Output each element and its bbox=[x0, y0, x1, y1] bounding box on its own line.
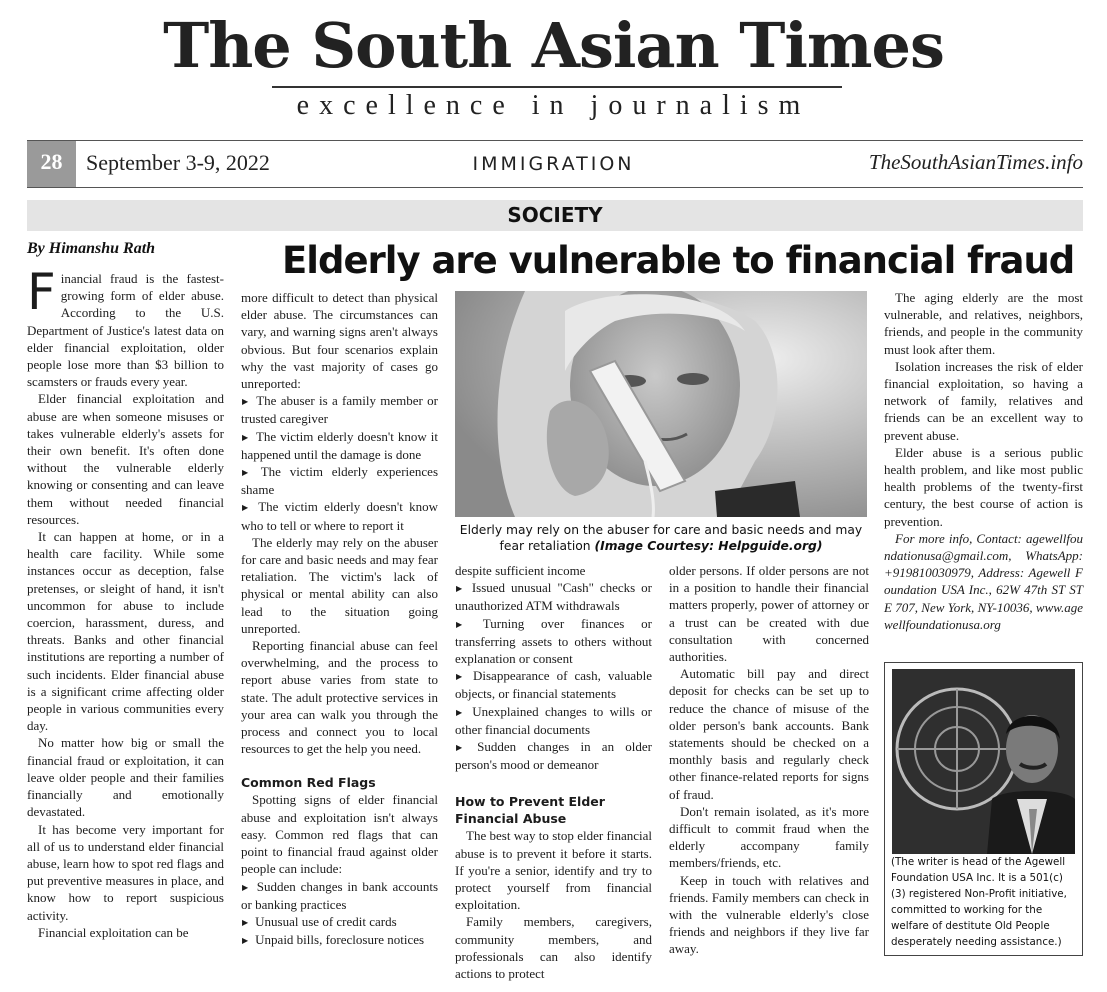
triangle-right-icon: ▶ bbox=[456, 619, 476, 629]
author-note: (The writer is head of the Agewell Foundation USA Inc. It is a 501(c)(3) registered Non-Profit initiative, committed to working for the welfare of destitute Old People desperately needing assistance.) bbox=[891, 856, 1067, 948]
article-column-2 bbox=[241, 289, 438, 949]
triangle-right-icon: ▶ bbox=[242, 397, 250, 407]
list-item: ▶ Unexplained changes to wills or other financial documents bbox=[455, 703, 652, 737]
triangle-right-icon: ▶ bbox=[242, 917, 249, 927]
paragraph: Elder financial exploitation and abuse are when someone misuses or takes vulnerable elderly's assets for their own benefit. It's often done without the vulnerable elderly knowing or consenting and can leave them without needed financial resources. bbox=[27, 391, 224, 527]
paragraph: Financial exploitation can be bbox=[38, 924, 189, 940]
paragraph: Isolation increases the risk of elder financial exploitation, so having a network of family, relatives and friends can be an excellent way to prevent abuse. bbox=[884, 358, 1083, 443]
paragraph: more difficult to detect than physical elder abuse. The circumstances can vary, and warning signs aren't always obvious. But four scenarios explain why the vast majority of cases go unreported: bbox=[241, 290, 438, 392]
triangle-right-icon: ▶ bbox=[242, 936, 249, 946]
triangle-right-icon: ▶ bbox=[242, 503, 252, 513]
paragraph: Spotting signs of elder financial abuse and exploitation isn't always easy. Common red flags that can point to financial fraud against older people can include: bbox=[241, 792, 438, 877]
list-item: ▶ Disappearance of cash, valuable objects, or financial statements bbox=[455, 668, 652, 702]
issue-date: September 3-9, 2022 bbox=[86, 150, 270, 175]
subheading-prevention: How to Prevent Elder Financial Abuse bbox=[455, 794, 605, 827]
contact-info: For more info, Contact: agewellfoundationusa@gmail.com, WhatsApp: +919810030979, Address: Agewell Foundation USA Inc., 62W 47th ST STE 707, New York, NY-10036, www.agewellfoundationusa.org bbox=[884, 530, 1083, 632]
paragraph: The best way to stop elder financial abuse is to prevent it before it starts. If you're a senior, identify and try to protect yourself from financial exploitation. bbox=[455, 828, 652, 913]
paragraph: Keep in touch with relatives and friends. Family members can check in with the vulnerable elderly's close friends and neighbors if they live far away. bbox=[669, 872, 869, 957]
list-item: ▶ Unusual use of credit cards bbox=[242, 913, 397, 929]
list-item: ▶ Turning over finances or transferring assets to others without explanation or consent bbox=[455, 615, 652, 667]
page-number: 28 bbox=[27, 141, 76, 187]
triangle-right-icon: ▶ bbox=[456, 672, 466, 682]
list-item: ▶ Unpaid bills, foreclosure notices bbox=[242, 932, 425, 948]
triangle-right-icon: ▶ bbox=[456, 743, 471, 753]
headline: Elderly are vulnerable to financial fraud bbox=[282, 239, 1075, 282]
section-name: IMMIGRATION bbox=[472, 153, 635, 175]
triangle-right-icon: ▶ bbox=[242, 882, 250, 892]
article-column-4 bbox=[669, 562, 869, 958]
website-link[interactable]: TheSouthAsianTimes.info bbox=[868, 150, 1083, 174]
paragraph: Reporting financial abuse can feel overwhelming, and the process to report abuse varies from state to state. The adult protective services in your area can walk you through the process and connect you to local resources to get the help you need. bbox=[241, 638, 438, 757]
masthead-rule bbox=[272, 86, 842, 88]
paragraph: older persons. If older persons are not in a position to handle their financial matters properly, power of attorney or a trust can be created with due consultation with concerned authorities. bbox=[669, 563, 869, 665]
article-photo bbox=[455, 291, 867, 517]
paragraph: Don't remain isolated, as it's more difficult to commit fraud when the elderly accompany family members/friends, etc. bbox=[669, 803, 869, 871]
list-item: ▶ The abuser is a family member or trusted caregiver bbox=[241, 393, 439, 427]
article-column-5 bbox=[884, 289, 1083, 633]
list-item: ▶ Sudden changes in an older person's mood or demeanor bbox=[455, 739, 653, 773]
paragraph: Elder abuse is a serious public health problem, and like most public health problems of the twenty-first century, the best course of action is prevention. bbox=[884, 444, 1083, 529]
author-box bbox=[884, 662, 1083, 956]
triangle-right-icon: ▶ bbox=[242, 468, 254, 478]
drop-cap: F bbox=[27, 263, 56, 321]
paragraph: No matter how big or small the financial fraud or exploitation, it can leave older people and their families financially and emotionally devastated. bbox=[27, 735, 224, 820]
paragraph: despite sufficient income bbox=[455, 563, 586, 578]
triangle-right-icon: ▶ bbox=[456, 707, 466, 717]
article-column-3 bbox=[455, 562, 652, 982]
triangle-right-icon: ▶ bbox=[456, 584, 465, 594]
triangle-right-icon: ▶ bbox=[242, 432, 249, 442]
list-item: ▶ Sudden changes in bank accounts or banking practices bbox=[241, 878, 439, 912]
byline: By Himanshu Rath bbox=[27, 240, 156, 257]
header-rule-bottom bbox=[27, 187, 1083, 188]
list-item: ▶ The victim elderly doesn't know who to tell or where to report it bbox=[241, 499, 438, 533]
paragraph: Financial fraud is the fastest-growing form of elder abuse. According to the U.S. Department of Justice's latest data on elder financial exploitation, older people lose more than $3 billion to scamsters or frauds every year. bbox=[27, 263, 224, 390]
masthead-title: The South Asian Times bbox=[163, 9, 944, 82]
paragraph: Family members, caregivers, community members, and professionals can also identify actions to protect bbox=[455, 914, 652, 982]
list-item: ▶ The victim elderly experiences shame bbox=[241, 464, 439, 498]
paragraph: Automatic bill pay and direct deposit for checks can be set up to reduce the chance of misuse of the older person's bank accounts. Bank statements should be checked on a monthly basis and regularly check other finance-related reports for signs of fraud. bbox=[669, 666, 869, 802]
subheading-red-flags: Common Red Flags bbox=[241, 775, 376, 791]
section-bar: SOCIETY bbox=[27, 200, 1083, 231]
elderly-woman-phone-image bbox=[455, 291, 867, 517]
list-item: ▶ Issued unusual "Cash" checks or unauthorized ATM withdrawals bbox=[455, 580, 652, 614]
article-column-1 bbox=[27, 263, 224, 941]
paragraph: It can happen at home, or in a health care facility. While some instances occur as deception, false pretenses, or sleight of hand, it isn't uncommon for abuse to include coercion, harassment, duress, and threats. Banks and other financial institutions are reporting a number of such incidents. Elder financial abuse is a significant crime affecting older people in various communities every day. bbox=[27, 529, 224, 734]
paragraph: It has become very important for all of us to understand elder financial abuse, learn how to spot red flags and put preventive measures in place, and know how to report suspicious activity. bbox=[27, 821, 224, 923]
photo-credit: (Image Courtesy: Helpguide.org) bbox=[594, 539, 823, 553]
paragraph: The aging elderly are the most vulnerable, and relatives, neighbors, friends, and people in the community must look after them. bbox=[884, 290, 1083, 357]
header-rule-top bbox=[27, 140, 1083, 141]
author-photo bbox=[892, 669, 1075, 854]
photo-caption: Elderly may rely on the abuser for care and basic needs and may fear retaliation (Image Courtesy: Helpguide.org) bbox=[459, 523, 863, 553]
list-item: ▶ The victim elderly doesn't know it happened until the damage is done bbox=[241, 428, 438, 462]
author-portrait-image bbox=[892, 669, 1075, 854]
paragraph: The elderly may rely on the abuser for care and basic needs and may fear retaliation. The victim's lack of physical or mental ability can also lead to the situation going unreported. bbox=[241, 534, 438, 636]
masthead-tagline: excellence in journalism bbox=[296, 90, 811, 121]
